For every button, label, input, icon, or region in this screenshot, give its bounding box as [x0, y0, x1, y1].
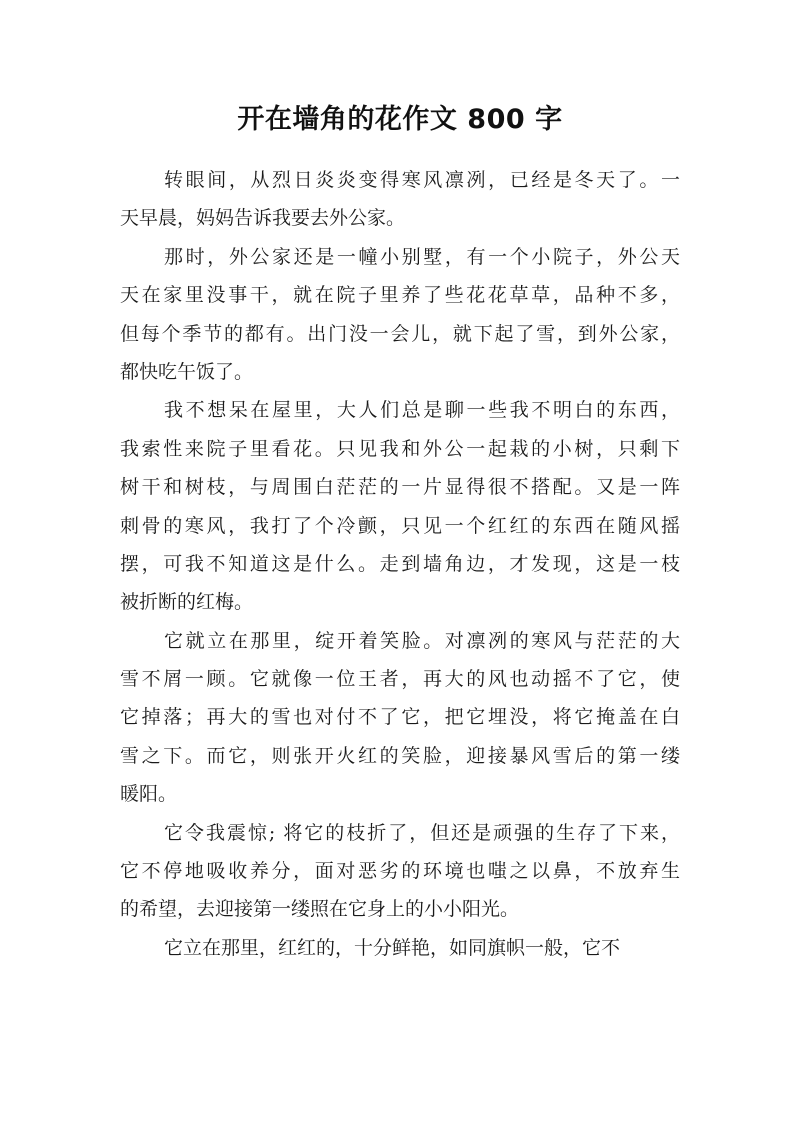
paragraph-line: 摆，可我不知道这是什么。走到墙角边，才发现，这是一枝 — [120, 552, 680, 575]
paragraph-line: 雪之下。而它，则张开火红的笑脸，迎接暴风雪后的第一缕 — [120, 744, 680, 767]
paragraph-line: 我索性来院子里看花。只见我和外公一起栽的小树，只剩下 — [120, 437, 680, 460]
paragraph-line: 被折断的红梅。 — [120, 591, 254, 614]
paragraph-line: 它令我震惊; 将它的枝折了，但还是顽强的生存了下来， — [164, 821, 680, 844]
paragraph — [120, 161, 680, 238]
paragraph — [120, 238, 680, 392]
paragraph-line: 但每个季节的都有。出门没一会儿，就下起了雪，到外公家， — [120, 322, 680, 345]
paragraph-line: 暖阳。 — [120, 783, 178, 806]
paragraph-line: 我不想呆在屋里，大人们总是聊一些我不明白的东西， — [164, 399, 680, 422]
paragraph-line: 天早晨，妈妈告诉我要去外公家。 — [120, 207, 406, 230]
paragraph-line: 转眼间，从烈日炎炎变得寒风凛冽，已经是冬天了。一 — [164, 169, 680, 191]
paragraph-line: 的希望，去迎接第一缕照在它身上的小小阳光。 — [120, 898, 520, 921]
paragraph — [120, 929, 680, 967]
document-body — [120, 161, 680, 967]
paragraph-line: 它掉落；再大的雪也对付不了它，把它埋没，将它掩盖在白 — [120, 706, 680, 729]
document-title: 开在墙角的花作文 800 字 — [237, 104, 563, 135]
paragraph — [120, 814, 680, 929]
paragraph-line: 刺骨的寒风，我打了个冷颤，只见一个红红的东西在随风摇 — [120, 514, 680, 537]
paragraph-line: 天在家里没事干，就在院子里养了些花花草草，品种不多， — [120, 284, 680, 307]
paragraph-line: 它不停地吸收养分，面对恶劣的环境也嗤之以鼻，不放弃生 — [120, 860, 680, 883]
paragraph — [120, 391, 680, 621]
paragraph-line: 雪不屑一顾。它就像一位王者，再大的风也动摇不了它，使 — [120, 668, 680, 691]
paragraph-line: 都快吃午饭了。 — [120, 360, 254, 383]
paragraph — [120, 622, 680, 814]
paragraph-line: 它立在那里，红红的，十分鲜艳，如同旗帜一般，它不 — [164, 936, 621, 959]
paragraph-line: 树干和树枝，与周围白茫茫的一片显得很不搭配。又是一阵 — [120, 476, 680, 499]
paragraph-line: 它就立在那里，绽开着笑脸。对凛冽的寒风与茫茫的大 — [164, 629, 680, 652]
paragraph-line: 那时，外公家还是一幢小别墅，有一个小院子，外公天 — [164, 245, 680, 268]
